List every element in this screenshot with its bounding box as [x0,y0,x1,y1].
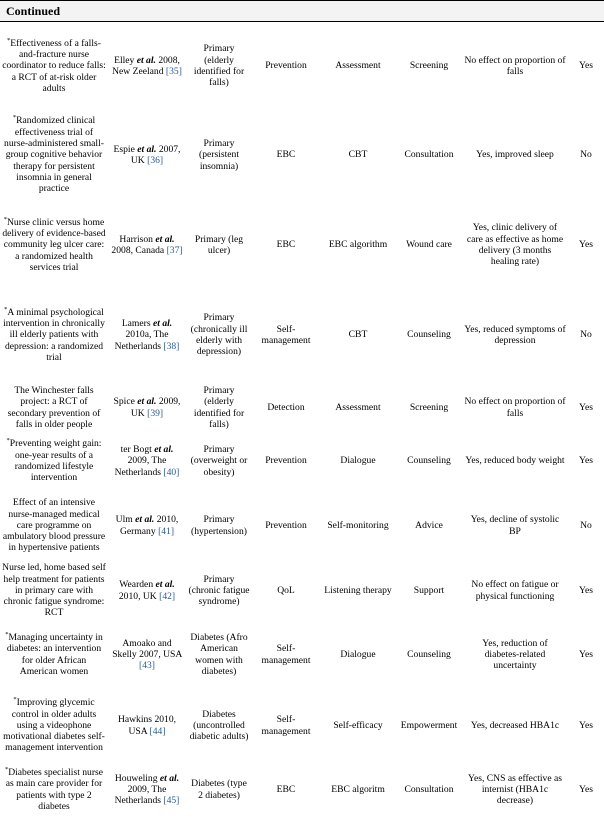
study-effect: Yes, decreased HBA1c [470,719,560,731]
study-title-cell [0,619,108,690]
study-author: Amoako and Skelly [112,637,172,660]
study-author: Wearden [119,579,154,591]
study-author: Houweling [114,772,158,784]
study-mode: Empowerment [400,719,458,731]
study-intervention: EBC algorithm [328,239,388,251]
et-al-text: et al. [137,143,157,155]
study-effect: Yes, clinic delivery of care as effective as home delivery (3 months healing rate) [466,222,564,268]
study-author-cell [108,108,186,202]
study-title-cell [0,108,108,202]
study-author: Elley [114,54,135,66]
study-title: Nurse clinic versus home delivery of evidence-based community leg ulcer care: a randomized health services trial [2,216,106,273]
study-aim: EBC [276,149,296,161]
study-title: The Winchester falls project: a RCT of secondary prevention of falls in older people [7,384,101,430]
et-al-text: et al. [155,233,175,245]
study-author: Harrison [119,233,153,245]
study-aim: Detection [267,401,305,413]
study-title-cell [0,202,108,288]
study-title-cell [0,690,108,761]
study-year-country: 2009, The Netherlands [114,455,167,478]
study-year-country: 2010, UK [118,590,157,602]
study-significance: No [580,329,592,341]
study-author: Spice [113,396,135,408]
study-effect: Yes, CNS as effective as internist (HBA1c decrease) [468,772,562,807]
study-significance: Yes [579,455,593,467]
study-intervention: CBT [348,149,368,161]
study-population: Primary (leg ulcer) [194,233,244,256]
study-intervention: Self-monitoring [327,519,389,531]
study-aim: EBC [276,783,296,795]
et-al-text: et al. [153,318,173,330]
study-aim: EBC [276,239,296,251]
study-author-cell [108,433,186,489]
study-title: Preventing weight gain: one-year results of a randomized lifestyle intervention [9,438,102,484]
study-year-country: 2010, USA [128,714,177,737]
study-significance: No [580,149,592,161]
study-author-cell [108,690,186,761]
study-mode: Counseling [407,329,451,341]
table-row [0,24,604,108]
study-year-country: 2008, Canada [111,245,165,256]
reference-link[interactable]: [41] [158,525,175,537]
table-row [0,108,604,202]
study-population: Primary (chronically ill elderly with depression) [190,312,248,358]
et-al [160,773,179,784]
study-year-country: 2007, UK [130,143,181,166]
study-mode: Counseling [407,455,451,467]
study-population: Primary (persistent insomnia) [199,138,239,172]
study-intervention: EBC algoritm [331,783,385,795]
study-intervention: Dialogue [340,455,376,467]
study-title-cell [0,761,108,818]
reference-link[interactable]: [39] [147,407,164,419]
asterisk-marker: * [5,630,9,638]
study-author: Espie [113,143,135,155]
reference-link[interactable]: [44] [149,725,166,737]
et-al [137,144,156,155]
study-mode: Counseling [407,648,451,660]
study-author-cell [108,382,186,433]
study-title: Effectiveness of a falls-and-fracture nurse coordinator to reduce falls: a RCT of at-risk older adults [2,37,106,94]
et-al [154,444,173,455]
et-al [156,579,175,590]
study-mode: Consultation [404,783,454,795]
et-al-text: et al. [136,54,156,66]
study-significance: Yes [579,584,593,596]
study-significance: Yes [579,60,593,72]
study-aim: Prevention [265,519,307,531]
asterisk-marker: * [3,215,7,223]
et-al [153,318,172,329]
study-mode: Screening [409,60,449,72]
study-year-country: 2007, USA [139,648,182,660]
asterisk-marker: * [4,305,8,313]
study-aim: QoL [277,584,295,596]
table-row [0,288,604,382]
et-al [137,396,156,407]
study-mode: Wound care [406,239,452,251]
study-author: ter Bogt [120,444,152,456]
study-year-country: 2009, UK [130,396,181,419]
study-title: Improving glycemic control in older adults using a videophone motivational diabetes self-management intervention [3,697,105,754]
study-aim: Self-management [261,643,311,666]
study-title: Effect of an intensive nurse-managed medical care programme on ambulatory blood pressure in hypertensive patients [2,497,106,554]
et-al-text: et al. [137,396,157,408]
study-title-cell [0,382,108,433]
study-population: Primary (overweight or obesity) [190,444,248,478]
asterisk-marker: * [13,696,17,704]
study-title-cell [0,562,108,619]
study-population: Primary (hypertension) [191,514,247,537]
study-year-country: 2009, The Netherlands [114,783,167,807]
study-author-cell [108,761,186,818]
study-mode: Consultation [404,149,454,161]
study-mode: Advice [415,519,443,531]
study-year-country: 2010a, The Netherlands [114,329,169,352]
study-author-cell [108,24,186,108]
study-title: Diabetes specialist nurse as main care provider for patients with type 2 diabetes [5,766,104,812]
et-al-text: et al. [135,514,155,526]
study-intervention: Dialogue [340,648,376,660]
study-significance: No [580,519,592,531]
table-row [0,202,604,288]
et-al [135,514,154,525]
table-row [0,761,604,818]
study-aim: Self-management [261,714,311,737]
table-row [0,382,604,433]
asterisk-marker: * [7,36,11,44]
study-aim: Prevention [265,455,307,467]
study-title: Nurse led, home based self help treatment for patients in primary care with chronic fatigue syndrome: RCT [2,562,106,619]
study-population: Primary (chronic fatigue syndrome) [188,573,250,608]
study-author: Hawkins [117,714,153,726]
et-al-text: et al. [155,579,175,591]
reference-link[interactable]: [37] [166,245,183,256]
study-year-country: 2008, New Zeeland [112,54,180,77]
study-intervention: Assessment [335,60,381,72]
table-row [0,433,604,489]
reference-link[interactable]: [40] [163,466,180,478]
study-significance: Yes [579,401,593,413]
table-row [0,489,604,562]
study-title: Managing uncertainty in diabetes: an intervention for older African American women [6,631,103,677]
study-effect: No effect on proportion of falls [464,54,566,77]
study-title-cell [0,489,108,562]
study-title: Randomized clinical effectiveness trial of nurse-administered small-group cognitive behavior therapy for persistent insomnia in general practice [4,115,104,195]
study-significance: Yes [579,719,593,731]
study-effect: Yes, reduced body weight [465,455,565,467]
reference-link[interactable]: [36] [147,155,164,166]
reference-link[interactable]: [43] [139,660,155,672]
study-population: Primary (elderly identified for falls) [193,43,245,89]
study-author-cell [108,562,186,619]
study-author-cell [108,489,186,562]
table-row [0,562,604,619]
table-continued-header [0,0,604,22]
reference-link[interactable]: [35] [165,66,182,77]
study-intervention: Assessment [335,401,381,413]
study-author-cell [108,202,186,288]
reference-link[interactable]: [45] [163,795,180,807]
study-effect: No effect on fatigue or physical functioning [471,579,559,602]
asterisk-marker: * [6,437,10,445]
study-author: Lamers [121,318,151,330]
table-row [0,619,604,690]
reference-link[interactable]: [38] [163,340,180,352]
study-population: Primary (elderly identified for falls) [193,384,245,430]
study-author-cell [108,288,186,382]
study-intervention: CBT [348,329,368,341]
study-mode: Screening [409,401,449,413]
study-aim: Prevention [265,60,307,72]
reference-link[interactable]: [42] [159,590,176,602]
study-significance: Yes [579,648,593,660]
asterisk-marker: * [12,114,17,122]
et-al [137,55,156,66]
study-effect: Yes, decline of systolic BP [470,514,560,537]
table-row [0,690,604,761]
study-effect: Yes, improved sleep [476,149,554,161]
study-effect: Yes, reduction of diabetes-related uncertainty [482,637,548,672]
study-population: Diabetes (type 2 diabetes) [191,778,247,801]
study-effect: Yes, reduced symptoms of depression [464,323,566,346]
et-al-text: et al. [154,444,174,456]
study-intervention: Listening therapy [324,584,392,596]
study-year-country: 2010, Germany [119,514,179,537]
study-author-cell [108,619,186,690]
study-intervention: Self-efficacy [333,719,383,731]
et-al [155,234,174,245]
study-title-cell [0,288,108,382]
study-population: Diabetes (Afro American women with diabetes) [190,631,248,677]
study-significance: Yes [579,239,593,251]
table-header-title: Continued [6,4,61,18]
asterisk-marker: * [4,765,9,773]
studies-table [0,24,604,818]
study-mode: Support [413,584,445,596]
study-aim: Self-management [261,323,311,346]
study-author: Ulm [115,514,133,526]
study-title: A minimal psychological intervention in chronically ill elderly patients with depression: a randomized trial [3,306,105,363]
study-title-cell [0,433,108,489]
study-effect: No effect on proportion of falls [464,396,566,419]
et-al-text: et al. [159,772,180,784]
study-population: Diabetes (uncontrolled diabetic adults) [189,708,249,743]
study-significance: Yes [579,783,593,795]
study-title-cell [0,24,108,108]
